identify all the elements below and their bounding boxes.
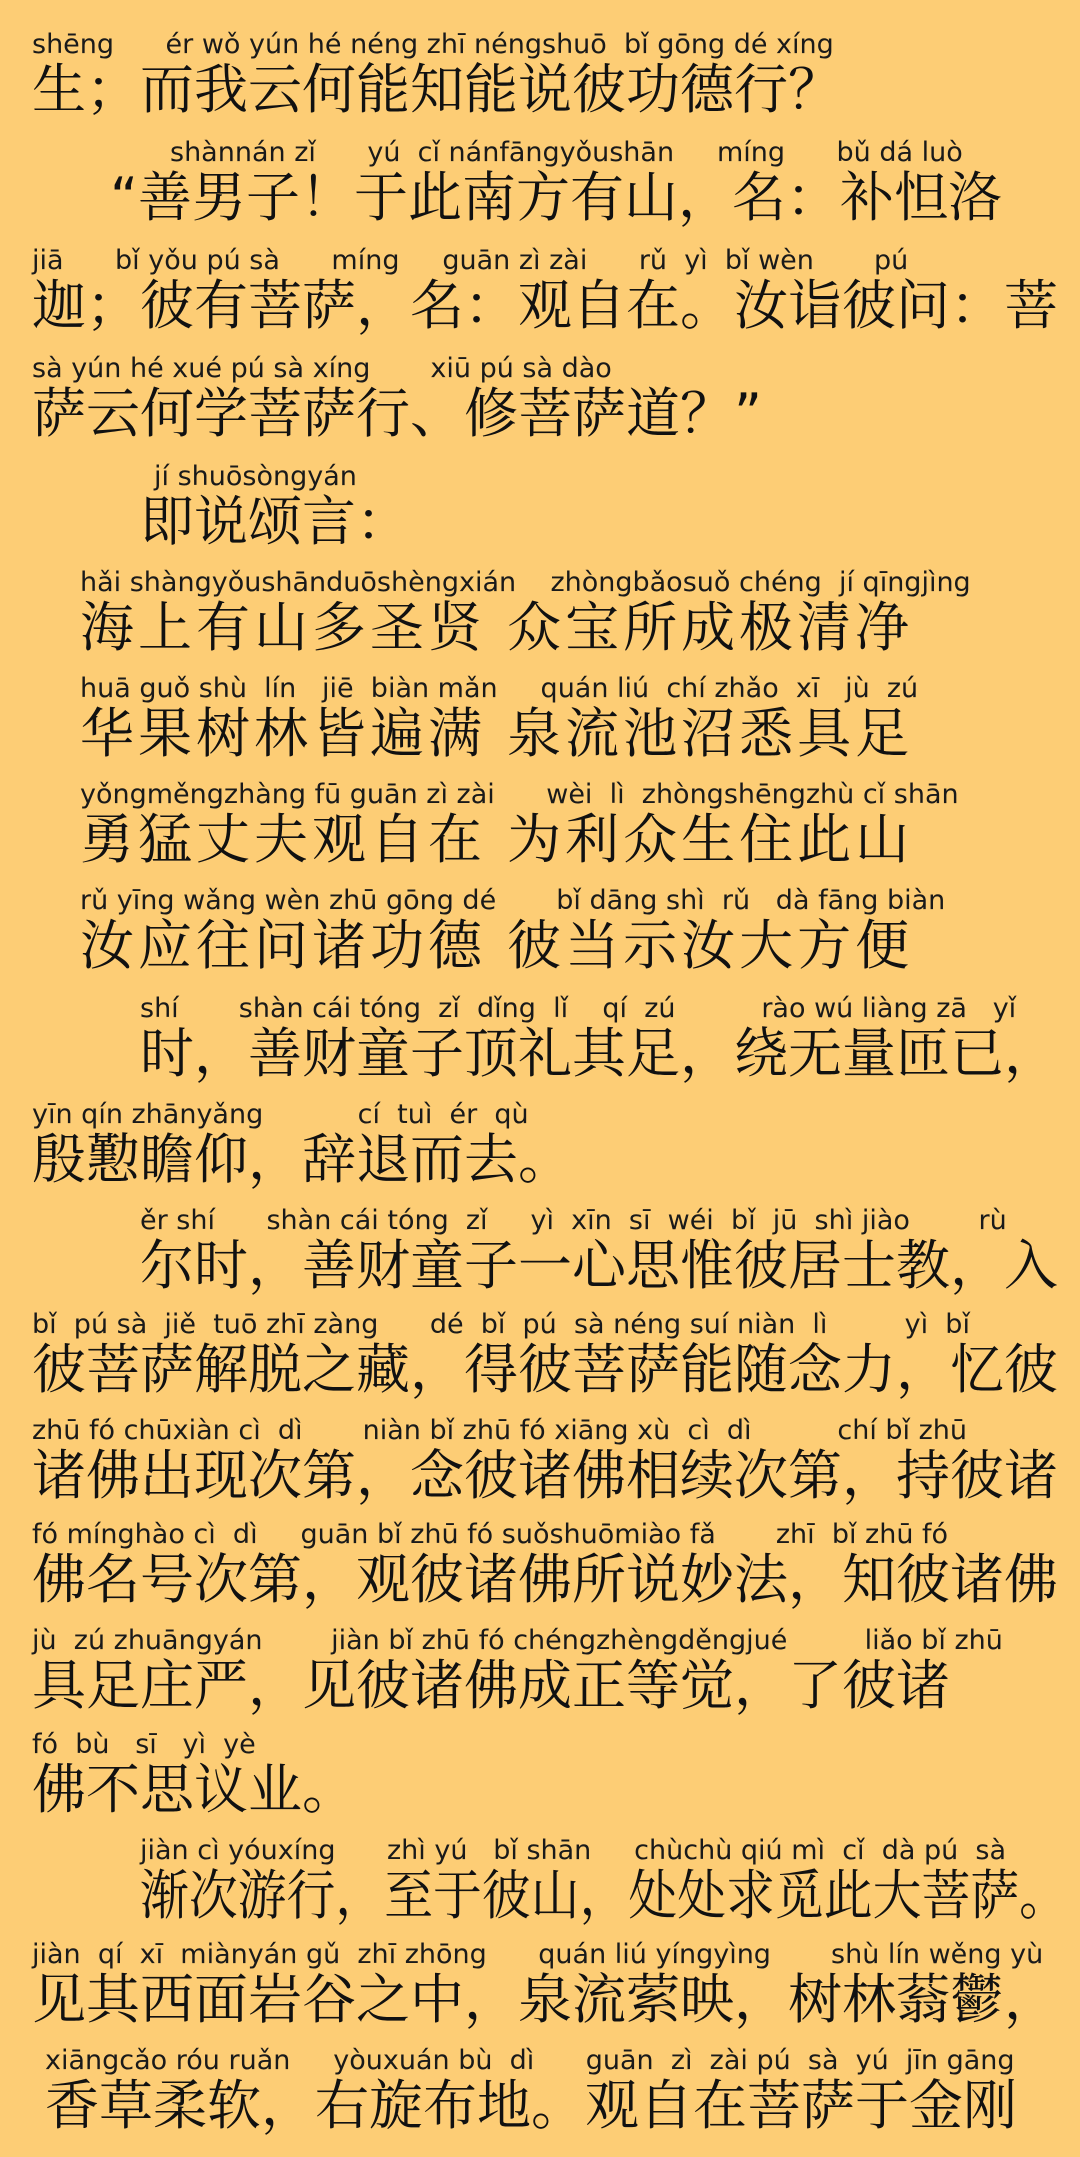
hanzi-text: 尔时，善财童子一心思惟彼居士教，入 [140,1234,1058,1297]
hanzi-text: 迦；彼有菩萨，名：观自在。汝诣彼问：菩 [32,274,1058,337]
pinyin-annotation: bǐ pú sà jiě tuō zhī zàng dé bǐ pú sà néng suí niàn lì yì bǐ [32,1309,970,1340]
pinyin-annotation: ěr shí shàn cái tóng zǐ yì xīn sī wéi bǐ jū shì jiào rù [140,1205,1007,1236]
pinyin-annotation: shànnán zǐ yú cǐ nánfāngyǒushān míng bǔ dá luò [170,137,963,168]
pinyin-annotation: jiàn qí xī miànyán gǔ zhī zhōng quán liú yíngyìng shù lín wěng yù [32,1939,1044,1970]
pinyin-annotation: hǎi shàngyǒushānduōshèngxián zhòngbǎosuǒ chéng jí qīngjìng [80,567,971,598]
pinyin-annotation: fó bù sī yì yè [32,1729,256,1760]
hanzi-text: 佛名号次第，观彼诸佛所说妙法，知彼诸佛 [32,1548,1058,1611]
hanzi-text: 佛不思议业。 [32,1758,356,1821]
hanzi-text: 生；而我云何能知能说彼功德行？ [32,58,842,121]
pinyin-annotation: jí shuōsòngyán [154,461,357,492]
pinyin-annotation: yǒngměngzhàng fū guān zì zài wèi lì zhòngshēngzhù cǐ shān [80,779,959,810]
hanzi-text: 时，善财童子顶礼其足，绕无量匝已， [140,1022,1058,1085]
hanzi-text: 见其西面岩谷之中，泉流萦映，树林蓊鬱， [32,1968,1058,2031]
hanzi-text: 汝应往问诸功德 彼当示汝大方便 [80,914,914,977]
hanzi-text: “善男子！于此南方有山，名：补怛洛 [110,166,1002,229]
hanzi-text: 具足庄严，见彼诸佛成正等觉，了彼诸 [32,1654,950,1717]
hanzi-text: 萨云何学菩萨行、修菩萨道？” [32,382,762,445]
pinyin-annotation: jiā bǐ yǒu pú sà míng guān zì zài rǔ yì bǐ wèn pú [32,245,909,276]
hanzi-text: 渐次游行，至于彼山，处处求觅此大菩萨。 [140,1864,1069,1927]
pinyin-annotation: rǔ yīng wǎng wèn zhū gōng dé bǐ dāng shì rǔ dà fāng biàn [80,885,946,916]
pinyin-annotation: jù zú zhuāngyán jiàn bǐ zhū fó chéngzhèngděngjué liǎo bǐ zhū [32,1625,1003,1656]
hanzi-text: 勇猛丈夫观自在 为利众生住此山 [80,808,914,871]
pinyin-annotation: huā guǒ shù lín jiē biàn mǎn quán liú chí zhǎo xī jù zú [80,673,919,704]
hanzi-text: 彼菩萨解脱之藏，得彼菩萨能随念力，忆彼 [32,1338,1058,1401]
hanzi-text: 即说颂言： [140,490,410,553]
pinyin-annotation: fó mínghào cì dì guān bǐ zhū fó suǒshuōmiào fǎ zhī bǐ zhū fó [32,1519,949,1550]
pinyin-annotation: sà yún hé xué pú sà xíng xiū pú sà dào [32,353,612,384]
pinyin-annotation: zhū fó chūxiàn cì dì niàn bǐ zhū fó xiāng xù cì dì chí bǐ zhū [32,1415,968,1446]
hanzi-text: 海上有山多圣贤 众宝所成极清净 [80,596,914,659]
pinyin-annotation: shēng ér wǒ yún hé néng zhī néngshuō bǐ gōng dé xíng [32,29,834,60]
pinyin-annotation: shí shàn cái tóng zǐ dǐng lǐ qí zú rào wú liàng zā yǐ [140,993,1017,1024]
pinyin-annotation: xiāngcǎo róu ruǎn yòuxuán bù dì guān zì zài pú sà yú jīn gāng [45,2045,1015,2076]
hanzi-text: 香草柔软，右旋布地。观自在菩萨于金刚 [45,2074,1017,2137]
hanzi-text: 华果树林皆遍满 泉流池沼悉具足 [80,702,914,765]
pinyin-annotation: jiàn cì yóuxíng zhì yú bǐ shān chùchù qiú mì cǐ dà pú sà [140,1835,1007,1866]
hanzi-text: 殷懃瞻仰，辞退而去。 [32,1128,572,1191]
hanzi-text: 诸佛出现次第，念彼诸佛相续次第，持彼诸 [32,1444,1058,1507]
pinyin-annotation: yīn qín zhānyǎng cí tuì ér qù [32,1099,529,1130]
